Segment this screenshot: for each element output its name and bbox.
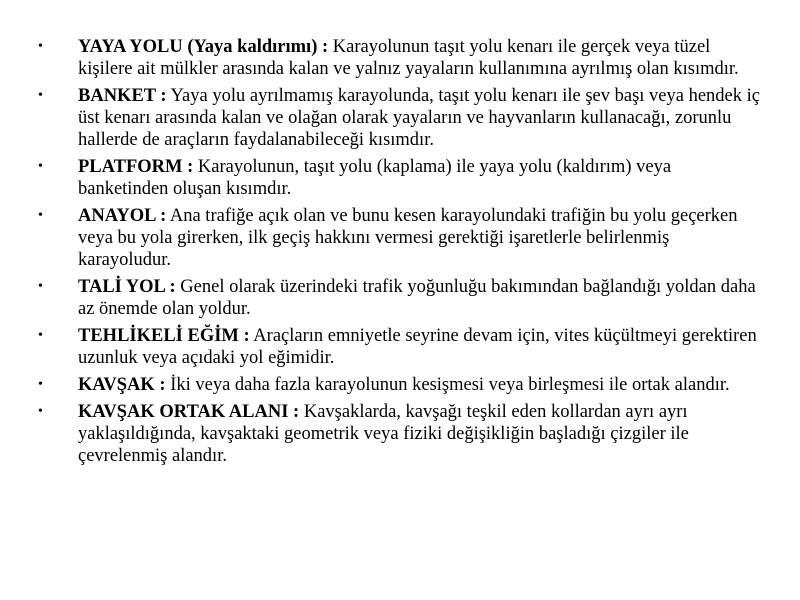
bullet-icon: • (38, 159, 43, 174)
definition-text: Karayolunun taşıt yolu kenarı ile gerçek veya tüzel kişilere ait mülkler arasında kalan ve yalnız yayaların kullanımına ayrılmış olan kısımdır. (78, 37, 739, 79)
definition-text: Araçların emniyetle seyrine devam için, vites küçültmeyi gerektiren uzunluk veya açıdaki yol eğimidir. (78, 326, 757, 368)
bullet-icon: • (38, 404, 43, 419)
bullet-icon: • (38, 39, 43, 54)
bullet-icon: • (38, 208, 43, 223)
bullet-icon: • (38, 328, 43, 343)
definition-text: İki veya daha fazla karayolunun kesişmesi veya birleşmesi ile ortak alandır. (170, 375, 730, 395)
definition-term: PLATFORM : (78, 157, 194, 177)
definition-item-kavsak (38, 374, 760, 396)
bullet-icon: • (38, 377, 43, 392)
definition-term: BANKET : (78, 86, 167, 106)
definition-list (38, 36, 760, 467)
definition-item-banket (38, 85, 760, 151)
definition-item-yaya-yolu (38, 36, 760, 80)
definition-term: ANAYOL : (78, 206, 167, 226)
definition-term: TALİ YOL : (78, 277, 176, 297)
definition-item-anayol (38, 205, 760, 271)
definition-text: Genel olarak üzerindeki trafik yoğunluğu bakımından bağlandığı yoldan daha az önemde olan yoldur. (78, 277, 756, 319)
definition-text: Yaya yolu ayrılmamış karayolunda, taşıt yolu kenarı ile şev başı veya hendek iç üst kenarı arasında kalan ve olağan olarak yayaların ve hayvanların kullanacağı, zorunlu hallerde de araçların faydalanabileceği kısımdır. (78, 86, 760, 150)
definition-item-platform (38, 156, 760, 200)
definition-item-tehlikeli-egim (38, 325, 760, 369)
definition-text: Kavşaklarda, kavşağı teşkil eden kollardan ayrı ayrı yaklaşıldığında, kavşaktaki geometrik veya fiziki değişikliğin başladığı çizgiler ile çevrelenmiş alandır. (78, 402, 689, 466)
definition-item-kavsak-ortak-alani (38, 401, 760, 467)
definition-text: Karayolunun, taşıt yolu (kaplama) ile yaya yolu (kaldırım) veya banketinden oluşan kısımdır. (78, 157, 672, 199)
definition-term: TEHLİKELİ EĞİM : (78, 326, 250, 346)
definition-term: YAYA YOLU (Yaya kaldırımı) : (78, 37, 329, 57)
bullet-icon: • (38, 279, 43, 294)
definition-term: KAVŞAK : (78, 375, 166, 395)
definition-item-tali-yol (38, 276, 760, 320)
bullet-icon: • (38, 88, 43, 103)
definition-text: Ana trafiğe açık olan ve bunu kesen karayolundaki trafiğin bu yolu geçerken veya bu yola girerken, ilk geçiş hakkını vermesi gerektiği işaretlerle belirlenmiş karayoludur. (78, 206, 738, 270)
definition-term: KAVŞAK ORTAK ALANI : (78, 402, 300, 422)
